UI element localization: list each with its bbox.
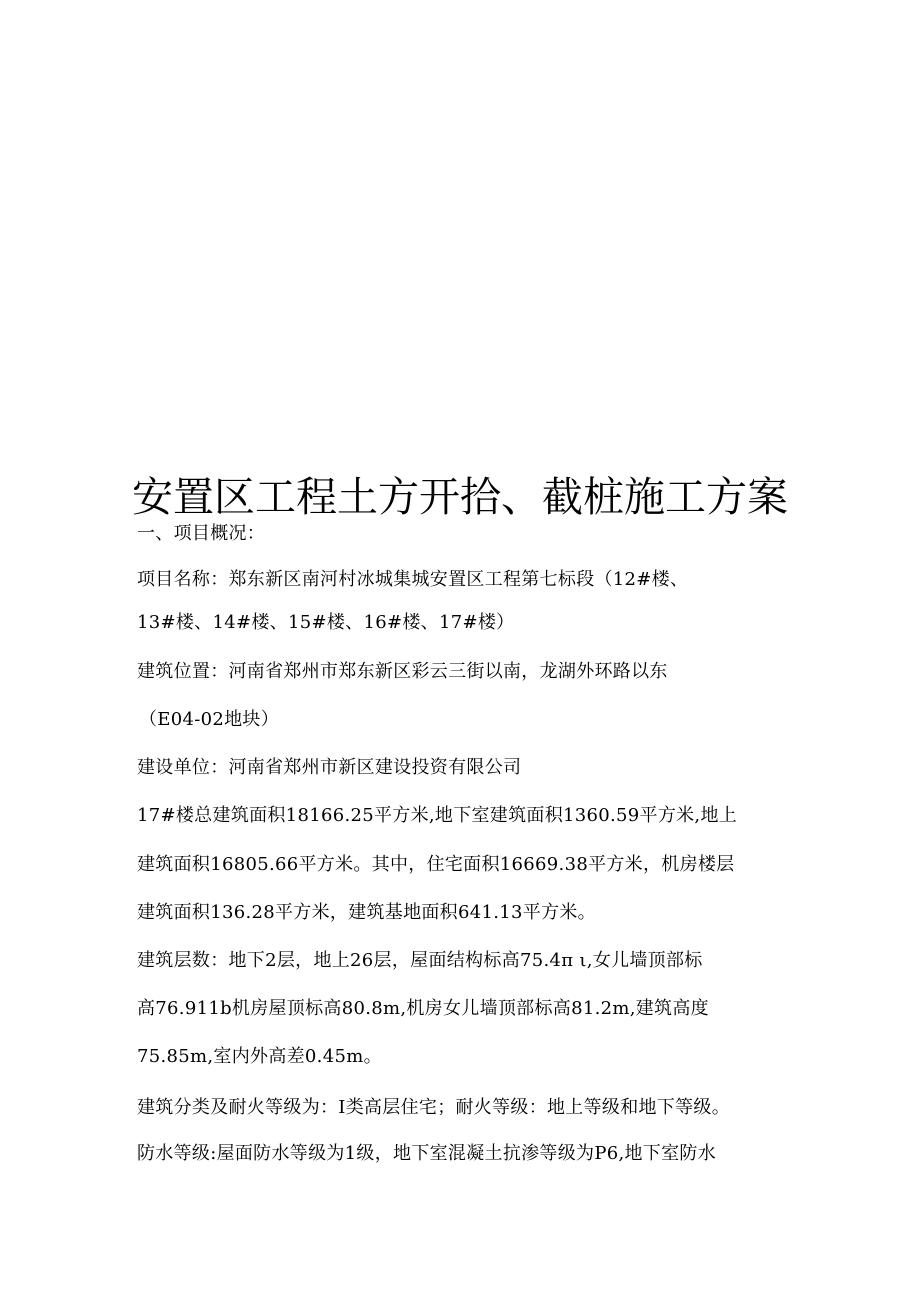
paragraph-line: 建筑分类及耐火等级为：I类高层住宅；耐火等级：地上等级和地下等级。 xyxy=(137,1097,731,1118)
paragraph-line: 75.85m,室内外高差0.45m。 xyxy=(137,1046,382,1067)
paragraph-line: 建筑层数：地下2层，地上26层，屋面结构标高75.4π ι,女儿墙顶部标 xyxy=(137,950,703,971)
paragraph-line: 防水等级:屋面防水等级为1级，地下室混凝土抗渗等级为P6,地下室防水 xyxy=(137,1143,716,1164)
section-heading-project-overview: 一、项目概况： xyxy=(137,523,266,544)
document-title: 安置区工程土方开拾、截桩施工方案 xyxy=(132,473,788,521)
paragraph-line: 建筑位置：河南省郑州市郑东新区彩云三街以南，龙湖外环路以东 xyxy=(137,661,668,682)
paragraph-line: 高76.911b机房屋顶标高80.8m,机房女儿墙顶部标高81.2m,建筑高度 xyxy=(137,998,709,1019)
paragraph-line: 项目名称：郑东新区南河村冰城集城安置区工程第七标段（12#楼、 xyxy=(137,569,689,590)
paragraph-line: 建筑面积136.28平方米，建筑基地面积641.13平方米。 xyxy=(137,902,596,923)
paragraph-line: 13#楼、14#楼、15#楼、16#楼、17#楼） xyxy=(137,612,515,633)
paragraph-line: （E04-02地块） xyxy=(139,709,280,730)
paragraph-line: 建筑面积16805.66平方米。其中，住宅面积16669.38平方米，机房楼层 xyxy=(137,854,735,875)
paragraph-line: 建设单位：河南省郑州市新区建设投资有限公司 xyxy=(137,757,522,778)
paragraph-line: 17#楼总建筑面积18166.25平方米,地下室建筑面积1360.59平方米,地上 xyxy=(137,805,738,826)
